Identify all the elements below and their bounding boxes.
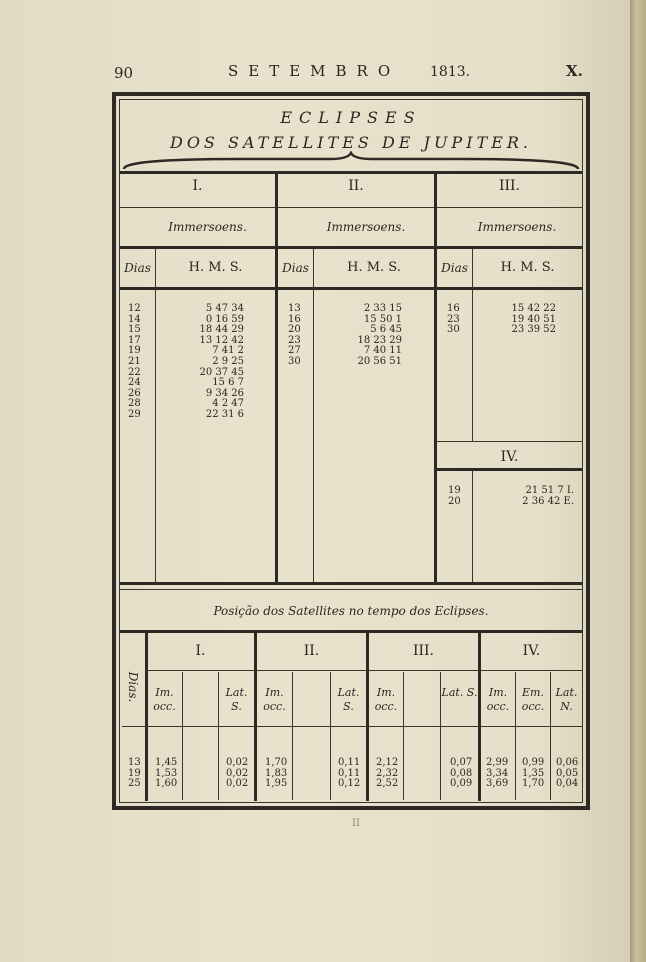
times-list-iv [496,486,574,507]
times-list-iii [490,304,556,336]
table-cell: 28 [128,398,141,410]
table-cell: 19 [128,345,141,357]
satellite-i-label: I. [192,178,203,194]
table-cell: 22 31 6 [205,408,244,420]
im-occ-header-ii: Im. occ. [263,686,286,713]
table-cell: 2 9 25 [212,355,244,367]
table-cell: 0,04 [556,778,579,790]
table-cell: 20 [448,495,461,507]
lat-n-header-iv: Lat. N. [555,686,578,713]
table-cell: 19 [128,767,141,779]
table-cell: 19 [448,485,461,496]
table-cell: 0,11 [338,757,361,768]
immersion-label-i: Immersoens. [168,220,247,234]
table-cell: 15 [128,324,141,336]
table-cell: 1,70 [522,778,545,790]
table-cell: 1,35 [522,767,545,779]
rule [120,207,582,208]
column-divider [275,173,278,584]
hms-header-ii: H. M. S. [347,260,401,275]
column-divider [434,173,437,584]
table-cell: 0,99 [522,757,545,768]
table-cell: 2,32 [376,767,399,779]
satellite-iii-label: III. [498,178,521,194]
dias-header-i: Dias [124,261,151,275]
title-brace [120,151,582,173]
table-cell: 1,53 [155,767,178,779]
table-cell: 0,07 [450,757,473,768]
footer-mark: II [352,818,360,829]
table-cell: 0,02 [226,778,249,790]
rule [120,246,582,249]
positions-title: Posição dos Satellites no tempo dos Eclipses. [213,604,489,618]
table-cell: 19 40 51 [511,313,556,325]
column-divider [313,249,314,584]
year-label: 1813. [430,64,471,80]
table-cell: 16 [447,303,460,314]
table-cell: 22 [128,366,141,378]
table-cell: 18 44 29 [199,324,244,336]
signature-mark: X. [566,62,583,80]
column-divider [472,249,473,441]
table-cell: 23 39 52 [511,324,556,336]
column-divider [403,672,404,800]
table-cell: 26 [128,387,141,399]
table-cell: 21 [128,355,141,367]
rule [120,582,582,585]
lat-values-i [226,758,248,790]
column-divider [292,672,293,800]
table-cell: 1,83 [265,767,288,779]
rule [122,726,582,727]
im-values-i [155,758,177,790]
page-number: 90 [114,64,134,82]
table-cell: 0 16 59 [205,313,244,325]
table-cell: 2,12 [376,757,399,768]
im-values-iii [376,758,398,790]
table-cell: 0,06 [556,757,579,768]
column-divider [472,471,473,584]
eclipses-subtitle: DOS SATELLITES DE JUPITER. [169,133,532,152]
lat-s-header-iii: Lat. S. [441,686,478,699]
dias-header-ii: Dias [282,261,309,275]
table-cell: 15 6 7 [212,377,244,389]
immersion-label-ii: Immersoens. [326,220,406,234]
im-occ-header-iv: Im. occ. [486,686,510,713]
days-list-ii [288,304,301,368]
table-cell: 13 [128,757,141,768]
table-cell: 25 [128,778,141,790]
table-cell: 14 [128,313,141,325]
days-list-iii [447,304,460,336]
times-list-i [178,304,244,421]
table-cell: 5 6 45 [370,324,402,336]
table-cell: 24 [128,377,141,389]
im-values-iv [486,758,508,790]
position-group-ii: II. [303,643,320,659]
table-cell: 7 40 11 [363,345,402,357]
dias-header-iii: Dias [441,261,468,275]
table-cell: 1,45 [155,757,178,768]
table-cell: 16 [288,313,301,325]
table-cell: 0,05 [556,767,579,779]
position-group-iii: III. [412,643,435,659]
table-cell: 21 51 7 I. [525,485,574,496]
column-divider [182,672,183,800]
month-title: SETEMBRO [228,62,401,80]
lat-s-header-ii: Lat. S. [337,686,360,713]
position-days-list [128,758,141,790]
table-cell: 0,12 [338,778,361,790]
hms-header-iii: H. M. S. [500,260,555,275]
table-cell: 20 37 45 [199,366,244,378]
position-group-i: I. [195,643,206,659]
table-cell: 2 36 42 E. [522,495,574,507]
table-cell: 1,70 [265,757,288,768]
em-occ-header-iv: Em. occ. [521,686,545,713]
table-cell: 4 2 47 [212,398,244,410]
lat-values-iv [556,758,578,790]
table-cell: 1,95 [265,778,288,790]
table-cell: 0,02 [226,767,249,779]
table-cell: 30 [447,324,460,336]
im-occ-header-iii: Im. occ. [374,686,398,713]
days-list-i [128,304,141,421]
em-values-iv [522,758,544,790]
table-cell: 0,08 [450,767,473,779]
position-group-iv: IV. [522,643,541,659]
table-cell: 30 [288,355,301,367]
im-occ-header-i: Im. occ. [153,686,176,713]
rule [120,589,582,590]
table-cell: 18 23 29 [357,334,402,346]
table-cell: 20 56 51 [357,355,402,367]
table-cell: 7 41 2 [212,345,244,357]
table-cell: 2,52 [376,778,399,790]
times-list-ii [336,304,402,368]
table-cell: 3,69 [486,778,509,790]
rule [120,287,582,290]
table-cell: 0,02 [226,757,249,768]
rule [436,468,582,471]
satellite-iv-label: IV. [500,449,519,465]
lat-values-ii [338,758,360,790]
table-cell: 0,09 [450,778,473,790]
table-cell: 23 [288,334,301,346]
table-cell: 3,34 [486,767,509,779]
rule [120,630,582,633]
table-cell: 15 50 1 [363,313,402,325]
table-cell: 13 12 42 [199,334,244,346]
rule [120,171,582,174]
table-cell: 2 33 15 [363,303,402,314]
table-cell: 17 [128,334,141,346]
table-cell: 20 [288,324,301,336]
table-cell: 13 [288,303,301,314]
table-cell: 27 [288,345,301,357]
rule [436,441,582,442]
table-cell: 9 34 26 [205,387,244,399]
satellite-ii-label: II. [348,178,364,194]
eclipses-title: ECLIPSES [280,108,422,127]
table-cell: 0,11 [338,767,361,779]
lat-values-iii [450,758,472,790]
table-cell: 12 [128,303,141,314]
table-cell: 15 42 22 [511,303,556,314]
rule [146,670,582,671]
table-cell: 2,99 [486,757,509,768]
table-cell: 23 [447,313,460,325]
column-divider [155,249,156,584]
immersion-label-iii: Immersoens. [477,220,557,234]
hms-header-i: H. M. S. [188,260,243,275]
table-cell: 29 [128,408,141,420]
page-edge [630,0,646,962]
table-cell: 1,60 [155,778,178,790]
days-list-iv [448,486,461,507]
im-values-ii [265,758,287,790]
dias-vertical-label: Dias. [126,671,140,703]
table-cell: 5 47 34 [205,303,244,314]
lat-s-header-i: Lat. S. [225,686,248,713]
